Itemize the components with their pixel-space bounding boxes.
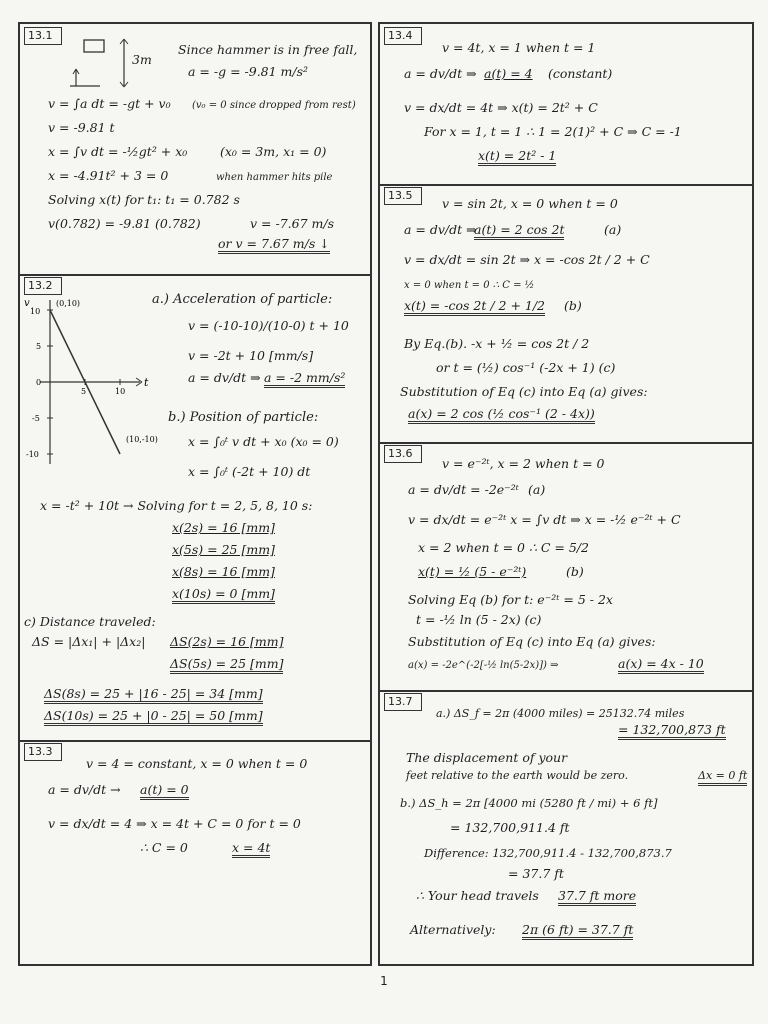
problem-13-1: [20, 24, 370, 276]
problem-number: 13.7: [384, 693, 422, 711]
text-line: Since hammer is in free fall,: [178, 42, 358, 57]
tick-label: 5: [36, 342, 42, 351]
text-line: v = 4 = constant, x = 0 when t = 0: [86, 756, 308, 771]
text-line: Solving x(t) for t₁: t₁ = 0.782 s: [48, 192, 240, 207]
text-line: v(0.782) = -9.81 (0.782): [48, 216, 201, 231]
text-line: or t = (½) cos⁻¹ (-2x + 1) (c): [436, 360, 616, 375]
text-line: x = 0 when t = 0 ∴ C = ½: [404, 280, 535, 291]
point-label: (0,10): [56, 299, 81, 308]
text-line: (x₀ = 3m, x₁ = 0): [220, 144, 327, 159]
problem-13-2: [20, 274, 370, 742]
result-line: ΔS(8s) = 25 + |16 - 25| = 34 [mm]: [44, 686, 263, 704]
text-line: a.) Acceleration of particle:: [152, 292, 333, 307]
text-line: x = ∫₀ᵗ (-2t + 10) dt: [188, 464, 311, 479]
problem-number: 13.5: [384, 187, 422, 205]
velocity-time-graph: [20, 292, 180, 472]
text-line: b.) Position of particle:: [168, 410, 319, 425]
text-line: (b): [564, 298, 582, 313]
result-line: x(10s) = 0 [mm]: [172, 586, 275, 604]
result-line: 37.7 ft more: [558, 888, 636, 906]
text-line: By Eq.(b). -x + ½ = cos 2t / 2: [404, 336, 590, 351]
text-line: Difference: 132,700,911.4 - 132,700,873.7: [424, 846, 672, 860]
text-line: Substitution of Eq (c) into Eq (a) gives:: [408, 634, 656, 649]
result-line: x(5s) = 25 [mm]: [172, 542, 275, 557]
tick-label: 10: [115, 387, 126, 396]
hammer-sketch: [60, 36, 170, 96]
text-line: when hammer hits pile: [216, 172, 333, 183]
result-line: a(x) = 4x - 10: [618, 656, 704, 674]
text-line: x = -4.91t² + 3 = 0: [48, 168, 169, 183]
text-line: = 132,700,911.4 ft: [450, 820, 570, 835]
point-label: (10,-10): [126, 435, 158, 444]
text-line: x = 2 when t = 0 ∴ C = 5/2: [418, 540, 589, 555]
result-line: ΔS(2s) = 16 [mm]: [170, 634, 284, 649]
text-line: v = dx/dt = 4t ⇒ x(t) = 2t² + C: [404, 100, 598, 115]
left-column: [18, 22, 372, 966]
text-line: v = ∫a dt = -gt + v₀: [48, 96, 171, 111]
tick-label: 10: [30, 307, 41, 316]
v-axis-label: v: [24, 298, 30, 309]
problem-number: 13.4: [384, 27, 422, 45]
result-line: = 132,700,873 ft: [618, 722, 726, 740]
text-line: v = sin 2t, x = 0 when t = 0: [442, 196, 618, 211]
text-line: ΔS = |Δx₁| + |Δx₂|: [32, 634, 146, 649]
text-line: b.) ΔS_h = 2π [4000 mi (5280 ft / mi) + 6 ft]: [400, 796, 658, 810]
text-line: feet relative to the earth would be zero.: [406, 769, 629, 782]
result-line: x(t) = 2t² - 1: [478, 148, 556, 166]
tick-label: 5: [81, 387, 87, 396]
text-line: (a): [528, 482, 546, 497]
problem-number: 13.1: [24, 27, 62, 45]
tick-label: -5: [32, 414, 40, 423]
result-line: x(t) = ½ (5 - e⁻²ᵗ): [418, 564, 527, 579]
result-line: a(t) = 4: [484, 66, 533, 81]
text-line: v = dx/dt = sin 2t ⇒ x = -cos 2t / 2 + C: [404, 252, 650, 267]
result-line: ΔS(10s) = 25 + |0 - 25| = 50 [mm]: [44, 708, 263, 726]
result-line: Δx = 0 ft: [698, 768, 747, 786]
problem-number: 13.2: [24, 277, 62, 295]
result-line: or v = 7.67 m/s ↓: [218, 236, 330, 254]
problem-13-6: [380, 442, 752, 692]
text-line: v = -9.81 t: [48, 120, 115, 135]
text-line: ∴ Your head travels: [416, 888, 539, 903]
text-line: v = 4t, x = 1 when t = 1: [442, 40, 596, 55]
text-line: 3m: [132, 52, 152, 67]
text-line: (b): [566, 564, 584, 579]
problem-number: 13.6: [384, 445, 422, 463]
text-line: v = -7.67 m/s: [250, 216, 334, 231]
problem-13-4: [380, 24, 752, 186]
text-line: x = -t² + 10t → Solving for t = 2, 5, 8, 10 s:: [40, 498, 313, 513]
problem-13-3: [20, 740, 370, 964]
text-line: (constant): [548, 66, 613, 81]
text-line: For x = 1, t = 1 ∴ 1 = 2(1)² + C ⇒ C = -1: [424, 124, 682, 139]
text-line: x = ∫v dt = -½gt² + x₀: [48, 144, 188, 159]
right-column: [378, 22, 754, 966]
t-axis-label: t: [144, 376, 149, 389]
problem-13-5: [380, 184, 752, 444]
result-line: a(x) = 2 cos (½ cos⁻¹ (2 - 4x)): [408, 406, 595, 424]
result-line: x(t) = -cos 2t / 2 + 1/2: [404, 298, 545, 316]
text-line: Substitution of Eq (c) into Eq (a) gives:: [400, 384, 648, 399]
result-line: a(t) = 2 cos 2t: [474, 222, 564, 240]
text-line: ∴ C = 0: [140, 840, 188, 855]
text-line: (a): [604, 222, 622, 237]
text-line: c) Distance traveled:: [24, 614, 156, 629]
text-line: v = e⁻²ᵗ, x = 2 when t = 0: [442, 456, 605, 471]
text-line: t = -½ ln (5 - 2x) (c): [416, 612, 542, 627]
text-line: a = dv/dt ⇒: [404, 66, 477, 81]
text-line: Alternatively:: [410, 922, 496, 937]
text-line: v = dx/dt = e⁻²ᵗ x = ∫v dt ⇒ x = -½ e⁻²ᵗ + C: [408, 512, 681, 527]
result-line: ΔS(5s) = 25 [mm]: [170, 656, 283, 674]
homework-page: [18, 22, 754, 966]
text-line: a(x) = -2e^(-2[-½ ln(5-2x)]) ⇒: [408, 660, 559, 671]
text-line: = 37.7 ft: [508, 866, 564, 881]
text-line: a = dv/dt →: [48, 782, 121, 797]
text-line: The displacement of your: [406, 750, 568, 765]
text-line: Solving Eq (b) for t: e⁻²ᵗ = 5 - 2x: [408, 592, 613, 607]
text-line: a.) ΔS_f = 2π (4000 miles) = 25132.74 miles: [436, 707, 685, 720]
text-line: v = (-10-10)/(10-0) t + 10: [188, 318, 349, 333]
result-line: a(t) = 0: [140, 782, 189, 800]
text-line: a = dv/dt = -2e⁻²ᵗ: [408, 482, 519, 497]
result-line: x(8s) = 16 [mm]: [172, 564, 275, 579]
tick-label: 0: [36, 378, 42, 387]
text-line: v = dx/dt = 4 ⇒ x = 4t + C = 0 for t = 0: [48, 816, 301, 831]
result-line: a = -2 mm/s²: [264, 370, 345, 388]
text-line: a = -g = -9.81 m/s²: [188, 64, 309, 79]
page-number: 1: [380, 974, 388, 988]
text-line: a = dv/dt ⇒: [404, 222, 477, 237]
text-line: x = ∫₀ᵗ v dt + x₀ (x₀ = 0): [188, 434, 339, 449]
text-line: a = dv/dt ⇒: [188, 370, 261, 385]
problem-13-7: [380, 690, 752, 964]
problem-number: 13.3: [24, 743, 62, 761]
tick-label: -10: [26, 450, 39, 459]
result-line: x(2s) = 16 [mm]: [172, 520, 275, 535]
result-line: 2π (6 ft) = 37.7 ft: [522, 922, 633, 940]
text-line: v = -2t + 10 [mm/s]: [188, 348, 314, 363]
text-line: (v₀ = 0 since dropped from rest): [192, 100, 356, 111]
result-line: x = 4t: [232, 840, 270, 858]
